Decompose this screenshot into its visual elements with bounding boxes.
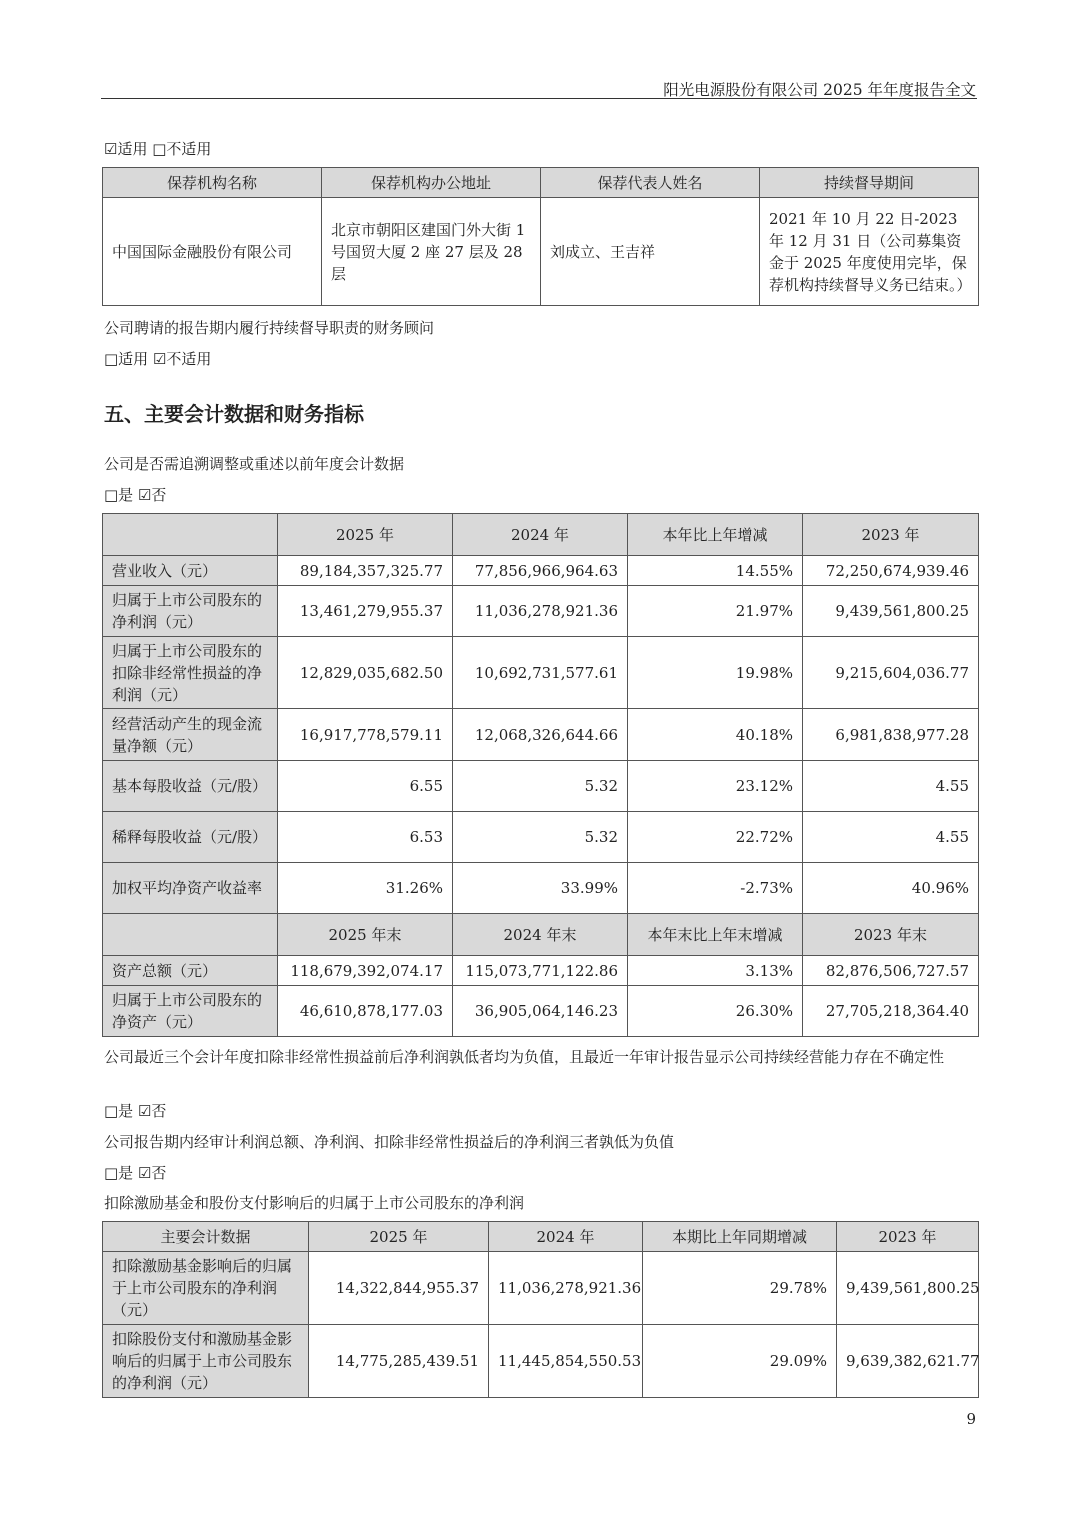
row-label: 稀释每股收益（元/股） [103, 812, 278, 863]
column-header: 2023 年 [803, 514, 979, 556]
table-cell: 27,705,218,364.40 [803, 986, 979, 1037]
column-header: 保荐机构办公地址 [322, 168, 541, 198]
table-cell: 14,322,844,955.37 [309, 1252, 489, 1325]
negative-profit-question: 公司报告期内经审计利润总额、净利润、扣除非经常性损益后的净利润三者孰低为负值 [104, 1133, 675, 1151]
table-cell: 3.13% [628, 956, 803, 986]
table-cell: 23.12% [628, 761, 803, 812]
table-row [103, 761, 979, 812]
table-cell: 13,461,279,955.37 [278, 586, 453, 637]
table-cell: 2021 年 10 月 22 日-2023 年 12 月 31 日（公司募集资金于 2025 年度使用完毕，保荐机构持续督导义务已结束。） [760, 198, 979, 306]
table-cell: 6.55 [278, 761, 453, 812]
row-label: 营业收入（元） [103, 556, 278, 586]
table-row [103, 986, 979, 1037]
table-cell: 40.96% [803, 863, 979, 914]
row-label: 加权平均净资产收益率 [103, 863, 278, 914]
table-cell: 16,917,778,579.11 [278, 709, 453, 761]
table-row [103, 637, 979, 709]
column-header: 2024 年 [489, 1222, 643, 1252]
table-cell: 31.26% [278, 863, 453, 914]
table-cell: 29.78% [643, 1252, 837, 1325]
table-cell: 22.72% [628, 812, 803, 863]
table-cell: 19.98% [628, 637, 803, 709]
financial-advisor-applicability: □适用 ☑不适用 [104, 350, 212, 368]
sponsor-table [102, 167, 979, 306]
header-row [103, 914, 979, 956]
table-cell: 4.55 [803, 812, 979, 863]
table-cell: 10,692,731,577.61 [453, 637, 628, 709]
key-financial-table [102, 513, 979, 1037]
table-row [103, 812, 979, 863]
column-header: 保荐机构名称 [103, 168, 322, 198]
table-row [103, 1252, 979, 1325]
table-cell: 118,679,392,074.17 [278, 956, 453, 986]
table-cell: 29.09% [643, 1325, 837, 1398]
table-cell: 9,215,604,036.77 [803, 637, 979, 709]
table-row [103, 1325, 979, 1398]
row-label: 经营活动产生的现金流量净额（元） [103, 709, 278, 761]
row-label: 归属于上市公司股东的净利润（元） [103, 586, 278, 637]
report-header-title: 阳光电源股份有限公司 2025 年年度报告全文 [663, 81, 976, 99]
table-cell: 9,639,382,621.77 [837, 1325, 979, 1398]
page-number: 9 [966, 1410, 976, 1428]
row-label: 基本每股收益（元/股） [103, 761, 278, 812]
table-row [103, 198, 979, 306]
column-header: 本年末比上年末增减 [628, 914, 803, 956]
table-row [103, 586, 979, 637]
table-row [103, 863, 979, 914]
table-cell: 11,445,854,550.53 [489, 1325, 643, 1398]
row-label: 资产总额（元） [103, 956, 278, 986]
table-cell: 9,439,561,800.25 [837, 1252, 979, 1325]
row-label: 归属于上市公司股东的净资产（元） [103, 986, 278, 1037]
table-cell: -2.73% [628, 863, 803, 914]
table-cell: 33.99% [453, 863, 628, 914]
column-header: 2025 年 [278, 514, 453, 556]
column-header: 2025 年末 [278, 914, 453, 956]
column-header: 保荐代表人姓名 [541, 168, 760, 198]
going-concern-question: 公司最近三个会计年度扣除非经常性损益前后净利润孰低者均为负值，且最近一年审计报告显示公司持续经营能力存在不确定性 [104, 1048, 945, 1066]
table-cell: 11,036,278,921.36 [489, 1252, 643, 1325]
sponsor-applicability: ☑适用 □不适用 [104, 140, 212, 158]
column-header: 持续督导期间 [760, 168, 979, 198]
column-header [103, 914, 278, 956]
column-header: 本期比上年同期增减 [643, 1222, 837, 1252]
table-cell: 5.32 [453, 812, 628, 863]
table-cell: 11,036,278,921.36 [453, 586, 628, 637]
column-header: 2023 年 [837, 1222, 979, 1252]
table-cell: 5.32 [453, 761, 628, 812]
table-cell: 6,981,838,977.28 [803, 709, 979, 761]
column-header: 2024 年末 [453, 914, 628, 956]
table-cell: 北京市朝阳区建国门外大街 1 号国贸大厦 2 座 27 层及 28 层 [322, 198, 541, 306]
table-cell: 刘成立、王吉祥 [541, 198, 760, 306]
restate-question: 公司是否需追溯调整或重述以前年度会计数据 [104, 455, 405, 473]
column-header: 2023 年末 [803, 914, 979, 956]
table-cell: 12,068,326,644.66 [453, 709, 628, 761]
header-divider [101, 98, 977, 99]
row-label: 扣除股份支付和激励基金影响后的归属于上市公司股东的净利润（元） [103, 1325, 309, 1398]
financial-advisor-note: 公司聘请的报告期内履行持续督导职责的财务顾问 [104, 319, 435, 337]
table-cell: 72,250,674,939.46 [803, 556, 979, 586]
table-cell: 46,610,878,177.03 [278, 986, 453, 1037]
column-header [103, 514, 278, 556]
negative-profit-answer: □是 ☑否 [104, 1164, 167, 1182]
header-row [103, 168, 979, 198]
table-row [103, 709, 979, 761]
adjusted-profit-table [102, 1221, 979, 1398]
table-cell: 115,073,771,122.86 [453, 956, 628, 986]
table-cell: 77,856,966,964.63 [453, 556, 628, 586]
section-heading: 五、主要会计数据和财务指标 [104, 402, 364, 426]
table-cell: 4.55 [803, 761, 979, 812]
column-header: 本年比上年增减 [628, 514, 803, 556]
restate-answer: □是 ☑否 [104, 486, 167, 504]
table-cell: 82,876,506,727.57 [803, 956, 979, 986]
table-row [103, 956, 979, 986]
table-cell: 6.53 [278, 812, 453, 863]
table-cell: 14.55% [628, 556, 803, 586]
row-label: 中国国际金融股份有限公司 [103, 198, 322, 306]
column-header: 2025 年 [309, 1222, 489, 1252]
table-cell: 12,829,035,682.50 [278, 637, 453, 709]
row-label: 扣除激励基金影响后的归属于上市公司股东的净利润（元） [103, 1252, 309, 1325]
going-concern-answer: □是 ☑否 [104, 1102, 167, 1120]
table-cell: 21.97% [628, 586, 803, 637]
table-cell: 89,184,357,325.77 [278, 556, 453, 586]
table-cell: 26.30% [628, 986, 803, 1037]
header-row [103, 1222, 979, 1252]
table-cell: 36,905,064,146.23 [453, 986, 628, 1037]
column-header: 2024 年 [453, 514, 628, 556]
header-row [103, 514, 979, 556]
column-header: 主要会计数据 [103, 1222, 309, 1252]
table-cell: 14,775,285,439.51 [309, 1325, 489, 1398]
adjusted-profit-title: 扣除激励基金和股份支付影响后的归属于上市公司股东的净利润 [104, 1194, 525, 1212]
table-cell: 9,439,561,800.25 [803, 586, 979, 637]
table-cell: 40.18% [628, 709, 803, 761]
row-label: 归属于上市公司股东的扣除非经常性损益的净利润（元） [103, 637, 278, 709]
table-row [103, 556, 979, 586]
